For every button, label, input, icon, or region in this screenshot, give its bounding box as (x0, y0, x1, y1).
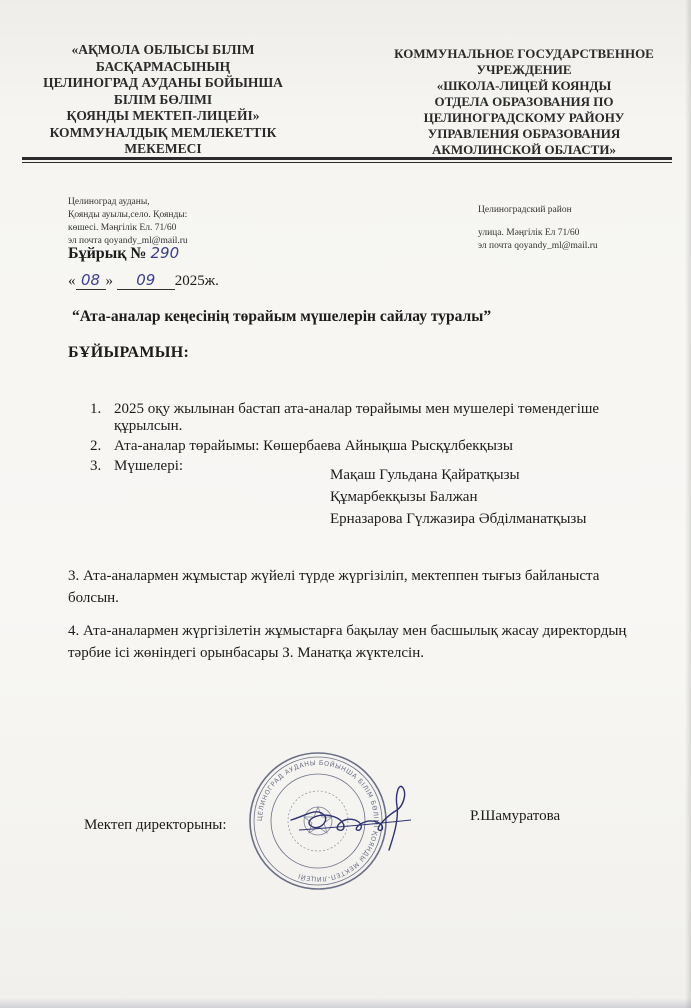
header-left-line: ЦЕЛИНОГРАД АУДАНЫ БОЙЫНША (43, 75, 283, 90)
header-left-line: МЕКЕМЕСІ (124, 141, 202, 156)
decree-heading: БҰЙЫРАМЫН: (68, 344, 190, 361)
date-day: 08 (76, 271, 106, 290)
signature-label: Мектеп директорыны: (84, 817, 227, 833)
order-number (68, 244, 179, 263)
date-quote-open: « (68, 273, 76, 289)
date-quote-close: » (105, 273, 113, 289)
member-name: Құмарбекқызы Балжан (330, 489, 478, 505)
order-date (68, 271, 219, 290)
address-left (68, 196, 238, 248)
header-left-line: БАСҚАРМАСЫНЫҢ (95, 58, 231, 74)
address-line: Қоянды ауылы,село. Қоянды: (68, 210, 188, 220)
list-text: 2025 оқу жылынан бастап ата-аналар төрайымы мен мушелері төмендегіше құрылсын. (114, 401, 600, 434)
order-number-handwritten: 290 (150, 244, 180, 262)
address-street: улица. Мәңгілік Ел 71/60 (478, 228, 580, 238)
page-bottom-shadow (0, 998, 691, 1008)
header-right-line: УПРАВЛЕНИЯ ОБРАЗОВАНИЯ (427, 126, 621, 141)
list-item (90, 438, 650, 455)
header-right-russian (378, 46, 670, 158)
list-number: 3. (90, 458, 102, 474)
list-text: Мүшелері: (114, 458, 184, 474)
list-item (90, 401, 650, 435)
address-line: эл почта qoyandy_ml@mail.ru (68, 236, 188, 246)
date-year: 2025ж. (174, 273, 219, 289)
header-left-line: БІЛІМ БӨЛІМІ (113, 91, 213, 107)
header-left-line: «АҚМОЛА ОБЛЫСЫ БІЛІМ (71, 42, 255, 57)
address-line: Целиноград ауданы, (68, 197, 150, 207)
address-district: Целиноградский район (478, 205, 572, 215)
seal-text: ЦЕЛИНОГРАД АУДАНЫ БОЙЫНША БІЛІМ БӨЛІМІ ҚОЯНДЫ МЕКТЕП-ЛИЦЕЙІ (255, 758, 381, 884)
list-number: 1. (90, 401, 102, 417)
header-right-line: «ШКОЛА-ЛИЦЕЙ КОЯНДЫ (436, 78, 612, 93)
page-edge-shadow (685, 0, 691, 1008)
document-title: “Ата-аналар кеңесінің төрайым мүшелерін сайлау туралы” (72, 308, 492, 325)
header-divider-thick (22, 157, 672, 160)
header-right-line: КОММУНАЛЬНОЕ ГОСУДАРСТВЕННОЕ (394, 46, 654, 61)
list-text: Ата-аналар төрайымы: Көшербаева Айнықша Рысқұлбекқызы (114, 438, 513, 454)
order-label: Бұйрық № (68, 245, 147, 262)
member-name: Мақаш Гульдана Қайратқызы (330, 467, 520, 483)
header-right-line: ЦЕЛИНОГРАДСКОМУ РАЙОНУ (423, 110, 625, 125)
handwritten-signature (285, 780, 425, 855)
paragraph-3: 3. Ата-аналармен жұмыстар жүйелі түрде жүргізіліп, мектеппен тығыз байланыста болсын. (68, 568, 600, 606)
header-right-line: АКМОЛИНСКОЙ ОБЛАСТИ» (432, 142, 616, 157)
signature-name: Р.Шамуратова (470, 808, 561, 824)
header-left-kazakh (28, 42, 298, 158)
list-number: 2. (90, 438, 102, 454)
address-email: эл почта qoyandy_ml@mail.ru (478, 241, 598, 251)
address-line: көшесі. Мәңгілік Ел. 71/60 (68, 223, 177, 233)
header-divider-thin (22, 162, 672, 163)
header-left-line: КОММУНАЛДЫҚ МЕМЛЕКЕТТІК (49, 124, 277, 140)
paragraph-4: 4. Ата-аналармен жүргізілетін жұмыстарға бақылау мен басшылық жасау директордың тәрбие ісі жөніндегі орынбасары З. Манатқа жүктелсін. (68, 623, 627, 661)
member-name: Ерназарова Гүлжазира Әбділманатқызы (330, 511, 587, 527)
header-right-line: УЧРЕЖДЕНИЕ (476, 62, 572, 77)
header-left-line: ҚОЯНДЫ МЕКТЕП-ЛИЦЕЙІ» (66, 108, 260, 123)
address-right (478, 204, 658, 253)
header-right-line: ОТДЕЛА ОБРАЗОВАНИЯ ПО (434, 94, 614, 109)
date-month: 09 (117, 271, 175, 290)
